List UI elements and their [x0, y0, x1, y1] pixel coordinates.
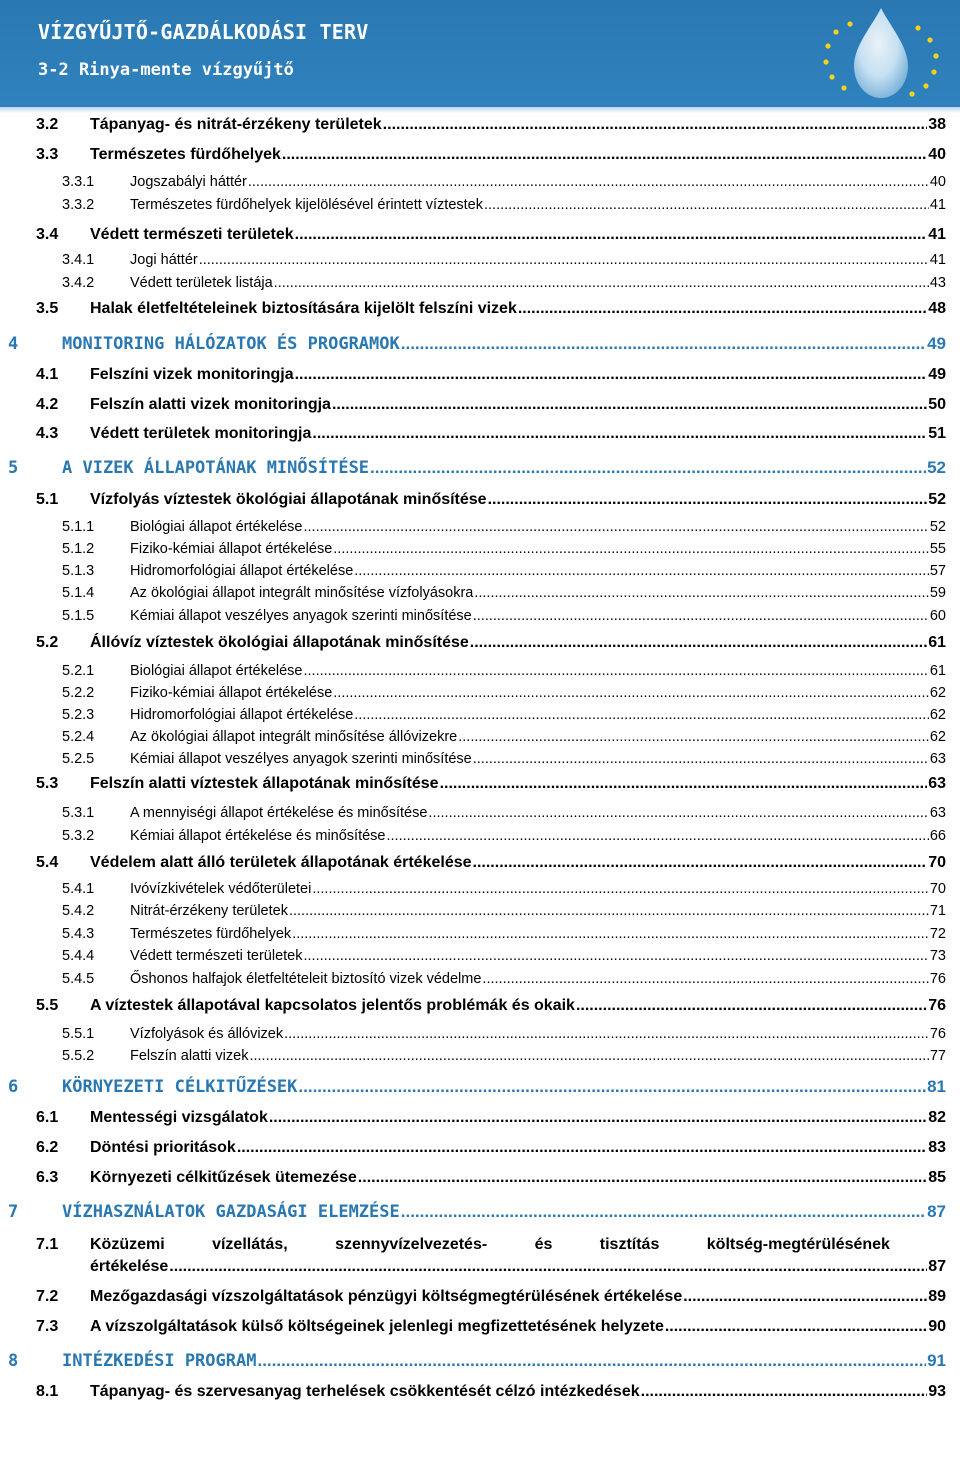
toc-leader-dots: [473, 854, 928, 872]
toc-title: Tápanyag- és szervesanyag terhelések csökkentését célzó intézkedések: [90, 1383, 640, 1400]
toc-page-number: 52: [927, 458, 946, 477]
toc-page-number: 90: [928, 1318, 946, 1335]
toc-title-word: vízellátás,: [212, 1236, 288, 1253]
header-title: VÍZGYŰJTŐ-GAZDÁLKODÁSI TERV: [38, 20, 369, 44]
toc-leader-dots: [304, 519, 929, 535]
toc-page-number: 71: [929, 903, 946, 919]
toc-number: 5.2: [36, 634, 59, 651]
toc-number: 5.4: [36, 854, 59, 871]
toc-page-number: 73: [929, 948, 946, 964]
toc-leader-dots: [333, 685, 929, 701]
toc-number: 8: [8, 1351, 19, 1371]
toc-title-word: Közüzemi: [90, 1236, 165, 1253]
toc-leader-dots: [248, 174, 929, 190]
toc-number: 5.4.4: [62, 948, 95, 964]
toc-title: Hidromorfológiai állapot értékelése: [130, 563, 354, 579]
toc-title: Hidromorfológiai állapot értékelése: [130, 707, 354, 723]
toc-title: Védelem alatt álló területek állapotának értékelése: [90, 854, 472, 871]
toc-number: 5: [8, 458, 19, 478]
toc-number: 6.1: [36, 1109, 59, 1126]
toc-page-number: 63: [929, 751, 946, 767]
toc-number: 8.1: [36, 1383, 59, 1400]
toc-number: 7.3: [36, 1318, 59, 1335]
water-drop-logo-icon: [806, 4, 956, 104]
toc-title: Tápanyag- és nitrát-érzékeny területek: [90, 116, 382, 133]
toc-number: 5.3.1: [62, 805, 95, 821]
toc-number: 3.4: [36, 226, 59, 243]
toc-page-number: 41: [929, 252, 946, 268]
toc-leader-dots: [683, 1288, 927, 1306]
toc-title: Védett területek monitoringja: [90, 425, 312, 442]
toc-title: Mezőgazdasági vízszolgáltatások pénzügyi költségmegtérülésének értékelése: [90, 1288, 683, 1305]
toc-page-number: 87: [928, 1258, 946, 1275]
toc-number: 5.2.2: [62, 685, 95, 701]
toc-leader-dots: [473, 751, 929, 767]
toc-number: 3.3.2: [62, 197, 95, 213]
toc-title: Őshonos halfajok életfeltételeit biztosító vizek védelme: [130, 971, 482, 987]
toc-page-number: 82: [928, 1109, 946, 1126]
toc-title: A vízszolgáltatások külső költségeinek jelenlegi megfizettetésének helyzete: [90, 1318, 664, 1335]
toc-leader-dots: [641, 1383, 928, 1401]
toc-page-number: 48: [928, 300, 946, 317]
toc-leader-dots: [292, 926, 929, 942]
toc-number: 5.2.3: [62, 707, 95, 723]
toc-leader-dots: [269, 1109, 927, 1127]
toc-number: 6.3: [36, 1169, 59, 1186]
toc-leader-dots: [298, 1077, 926, 1097]
toc-title: Vízfolyás víztestek ökológiai állapotának minősítése: [90, 491, 487, 508]
toc-number: 5.1.1: [62, 519, 95, 535]
toc-title: Nitrát-érzékeny területek: [130, 903, 288, 919]
toc-page-number: 62: [929, 707, 946, 723]
toc-title: Védett természeti területek: [90, 226, 294, 243]
toc-title: Kémiai állapot veszélyes anyagok szerinti minősítése: [130, 608, 472, 624]
toc-page-number: 52: [929, 519, 946, 535]
toc-number: 5.2.1: [62, 663, 95, 679]
toc-leader-dots: [383, 116, 928, 134]
toc-page-number: 55: [929, 541, 946, 557]
toc-page-number: 40: [929, 174, 946, 190]
toc-title: KÖRNYEZETI CÉLKITŰZÉSEK: [62, 1077, 298, 1097]
toc-title: Az ökológiai állapot integrált minősítése állóvizekre: [130, 729, 458, 745]
toc-number: 7: [8, 1202, 19, 1222]
toc-page-number: 85: [928, 1169, 946, 1186]
toc-title: Állóvíz víztestek ökológiai állapotának minősítése: [90, 634, 469, 651]
toc-page-number: 76: [929, 971, 946, 987]
toc-title: Felszíni vizek monitoringja: [90, 366, 294, 383]
toc-page-number: 83: [928, 1139, 946, 1156]
toc-number: 3.3.1: [62, 174, 95, 190]
header-subtitle: 3-2 Rinya-mente vízgyűjtő: [38, 60, 294, 80]
toc-title: Fiziko-kémiai állapot értékelése: [130, 685, 333, 701]
toc-page-number: 76: [929, 1026, 946, 1042]
toc-title: Környezeti célkitűzések ütemezése: [90, 1169, 357, 1186]
toc-number: 5.3.2: [62, 828, 95, 844]
toc-page-number: 89: [928, 1288, 946, 1305]
toc-leader-dots: [488, 491, 928, 509]
toc-number: 6: [8, 1077, 19, 1097]
toc-page-number: 59: [929, 585, 946, 601]
toc-leader-dots: [354, 563, 929, 579]
toc-leader-dots: [237, 1139, 927, 1157]
toc-title: Kémiai állapot veszélyes anyagok szerinti minősítése: [130, 751, 472, 767]
toc-page-number: 41: [928, 226, 946, 243]
toc-number: 6.2: [36, 1139, 59, 1156]
toc-page-number: 49: [927, 334, 946, 353]
toc-page-number: 57: [929, 563, 946, 579]
toc-number: 5.2.5: [62, 751, 95, 767]
toc-title: Biológiai állapot értékelése: [130, 663, 303, 679]
toc-leader-dots: [303, 948, 928, 964]
toc-page-number: 72: [929, 926, 946, 942]
toc-page-number: 93: [928, 1383, 946, 1400]
toc-title: Védett természeti területek: [130, 948, 303, 964]
toc-leader-dots: [257, 1351, 926, 1371]
toc-leader-dots: [401, 334, 926, 354]
toc-title: értékelése: [90, 1258, 169, 1275]
toc-page-number: 61: [928, 634, 946, 651]
toc-number: 7.1: [36, 1236, 59, 1253]
toc-title: Felszín alatti vizek: [130, 1048, 249, 1064]
toc-leader-dots: [474, 585, 929, 601]
toc-title-word: és: [534, 1236, 553, 1253]
toc-title: Halak életfeltételeinek biztosítására kijelölt felszíni vizek: [90, 300, 517, 317]
toc-leader-dots: [304, 663, 929, 679]
toc-page-number: 62: [929, 685, 946, 701]
toc-title: Felszín alatti víztestek állapotának minősítése: [90, 775, 439, 792]
toc-number: 4.3: [36, 425, 59, 442]
toc-leader-dots: [333, 541, 929, 557]
toc-title: A víztestek állapotával kapcsolatos jelentős problémák és okaik: [90, 997, 575, 1014]
toc-page-number: 38: [928, 116, 946, 133]
toc-title: Fiziko-kémiai állapot értékelése: [130, 541, 333, 557]
toc-title: Védett területek listája: [130, 275, 273, 291]
toc-leader-dots: [458, 729, 929, 745]
toc-page-number: 81: [927, 1077, 946, 1096]
toc-leader-dots: [312, 881, 929, 897]
toc-leader-dots: [354, 707, 929, 723]
toc-page-number: 91: [927, 1351, 946, 1370]
toc-number: 5.5: [36, 997, 59, 1014]
toc-leader-dots: [370, 458, 926, 478]
toc-number: 3.4.2: [62, 275, 95, 291]
toc-number: 4.2: [36, 396, 59, 413]
toc-leader-dots: [428, 805, 928, 821]
toc-leader-dots: [282, 146, 927, 164]
toc-page-number: 49: [928, 366, 946, 383]
toc-title: A VIZEK ÁLLAPOTÁNAK MINŐSÍTÉSE: [62, 458, 370, 478]
toc-page-number: 51: [928, 425, 946, 442]
toc-title: Felszín alatti vizek monitoringja: [90, 396, 331, 413]
toc-leader-dots: [295, 366, 928, 384]
toc-page-number: 63: [928, 775, 946, 792]
header-divider: [0, 107, 960, 113]
toc-leader-dots: [358, 1169, 927, 1187]
toc-number: 5.1.5: [62, 608, 95, 624]
toc-number: 5.5.1: [62, 1026, 95, 1042]
toc-title: Vízfolyások és állóvizek: [130, 1026, 284, 1042]
toc-title: A mennyiségi állapot értékelése és minősítése: [130, 805, 428, 821]
toc-number: 5.1.3: [62, 563, 95, 579]
toc-leader-dots: [284, 1026, 929, 1042]
toc-title-word: tisztítás: [599, 1236, 660, 1253]
toc-number: 5.1: [36, 491, 59, 508]
toc-page-number: 70: [928, 854, 946, 871]
toc-title-word: költség-megtérülésének: [706, 1236, 890, 1253]
toc-number: 4: [8, 334, 19, 354]
toc-title: Ivóvízkivételek védőterületei: [130, 881, 312, 897]
toc-page-number: 70: [929, 881, 946, 897]
toc-title: Az ökológiai állapot integrált minősítése vízfolyásokra: [130, 585, 474, 601]
toc-number: 7.2: [36, 1288, 59, 1305]
toc-title: Mentességi vizsgálatok: [90, 1109, 268, 1126]
toc-leader-dots: [289, 903, 929, 919]
toc-page-number: 43: [929, 275, 946, 291]
toc-page-number: 41: [929, 197, 946, 213]
toc-leader-dots: [470, 634, 927, 652]
toc-number: 5.1.4: [62, 585, 95, 601]
toc-number: 5.5.2: [62, 1048, 95, 1064]
toc-page-number: 61: [929, 663, 946, 679]
toc-title: VÍZHASZNÁLATOK GAZDASÁGI ELEMZÉSE: [62, 1202, 400, 1222]
toc-leader-dots: [295, 226, 928, 244]
toc-leader-dots: [274, 275, 929, 291]
toc-page-number: 63: [929, 805, 946, 821]
toc-title: INTÉZKEDÉSI PROGRAM: [62, 1351, 257, 1371]
toc-leader-dots: [169, 1258, 927, 1276]
toc-title: Természetes fürdőhelyek: [130, 926, 292, 942]
toc-number: 5.4.3: [62, 926, 95, 942]
toc-number: 3.5: [36, 300, 59, 317]
toc-page-number: 76: [928, 997, 946, 1014]
toc-number: 5.3: [36, 775, 59, 792]
toc-number: 5.4.1: [62, 881, 95, 897]
toc-leader-dots: [484, 197, 929, 213]
toc-title: Jogszabályi háttér: [130, 174, 247, 190]
toc-page-number: 60: [929, 608, 946, 624]
toc-title: Természetes fürdőhelyek: [90, 146, 281, 163]
toc-title: Döntési prioritások: [90, 1139, 236, 1156]
toc-title: Jogi háttér: [130, 252, 198, 268]
toc-leader-dots: [473, 608, 929, 624]
toc-number: 3.3: [36, 146, 59, 163]
toc-page-number: 50: [928, 396, 946, 413]
toc-number: 5.4.5: [62, 971, 95, 987]
toc-number: 5.2.4: [62, 729, 95, 745]
toc-leader-dots: [665, 1318, 927, 1336]
page-header: [0, 0, 960, 107]
toc-title-word: szennyvízelvezetés-: [335, 1236, 488, 1253]
toc-title-line: [90, 1236, 890, 1254]
toc-title: Biológiai állapot értékelése: [130, 519, 303, 535]
toc-leader-dots: [401, 1202, 926, 1222]
toc-leader-dots: [576, 997, 927, 1015]
toc-number: 4.1: [36, 366, 59, 383]
toc-title: Természetes fürdőhelyek kijelölésével érintett víztestek: [130, 197, 483, 213]
toc-leader-dots: [312, 425, 927, 443]
toc-page-number: 66: [929, 828, 946, 844]
toc-leader-dots: [387, 828, 929, 844]
toc-number: 3.2: [36, 116, 59, 133]
toc-leader-dots: [332, 396, 927, 414]
toc-number: 3.4.1: [62, 252, 95, 268]
toc-page-number: 77: [929, 1048, 946, 1064]
toc-title: MONITORING HÁLÓZATOK ÉS PROGRAMOK: [62, 334, 400, 354]
toc-title: Kémiai állapot értékelése és minősítése: [130, 828, 386, 844]
toc-page-number: 62: [929, 729, 946, 745]
toc-page-number: 52: [928, 491, 946, 508]
toc-leader-dots: [518, 300, 927, 318]
toc-leader-dots: [199, 252, 929, 268]
toc-number: 5.1.2: [62, 541, 95, 557]
toc-leader-dots: [482, 971, 928, 987]
toc-leader-dots: [249, 1048, 928, 1064]
toc-page-number: 40: [928, 146, 946, 163]
toc-number: 5.4.2: [62, 903, 95, 919]
toc-leader-dots: [440, 775, 928, 793]
toc-page-number: 87: [927, 1202, 946, 1221]
